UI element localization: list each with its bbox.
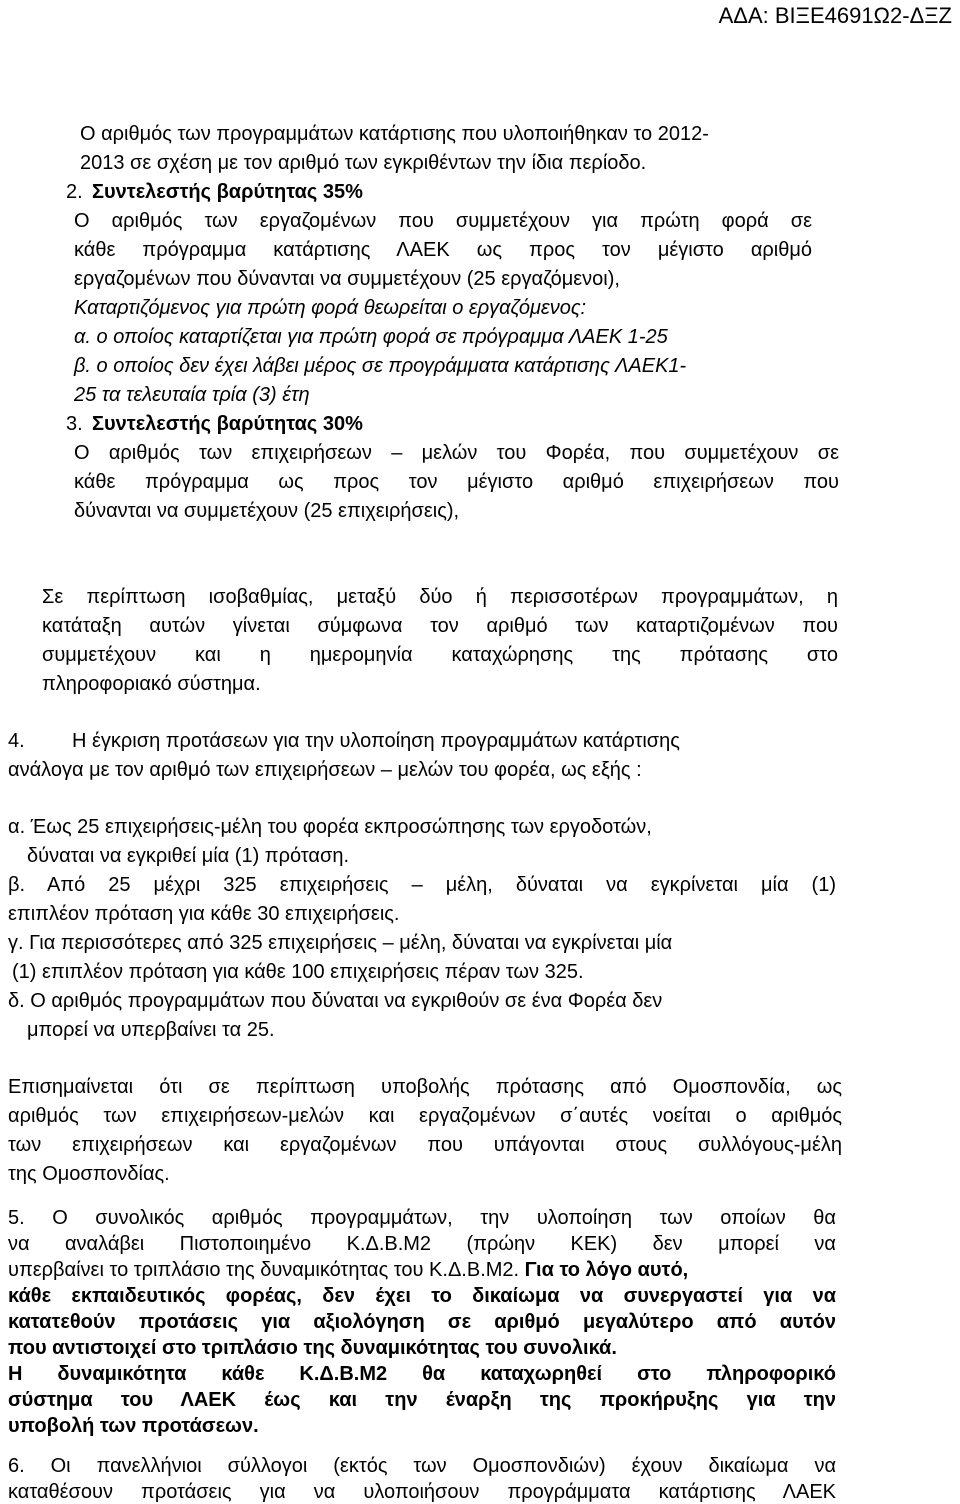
point5-bold-line: Η δυναμικότητα κάθε Κ.Δ.Β.Μ2 θα καταχωρηθεί στο πληροφορικό [8,1363,836,1385]
section2-line: Ο αριθμός των εργαζομένων που συμμετέχουν για πρώτη φορά σε [74,210,812,232]
section1-line: 2013 σε σχέση με τον αριθμό των εγκριθέντων την ίδια περίοδο. [80,152,647,174]
section2-heading: Συντελεστής βαρύτητας 35% [92,181,363,203]
tie-line: Σε περίπτωση ισοβαθμίας, μεταξύ δύο ή περισσοτέρων προγραμμάτων, η [42,586,838,608]
section2-italic-line: Καταρτιζόμενος για πρώτη φορά θεωρείται ο εργαζόμενος: [74,297,587,319]
point4-item: επιπλέον πρόταση για κάθε 30 επιχειρήσεις. [8,903,400,925]
point5-line: 5. Ο συνολικός αριθμός προγραμμάτων, την υλοποίηση των οποίων θα [8,1207,836,1229]
point5-bold-line: σύστημα του ΛΑΕΚ έως και την έναρξη της προκήρυξης για την [8,1389,836,1411]
note-line: αριθμός των επιχειρήσεων-μελών και εργαζομένων σ΄αυτές νοείται ο αριθμός [8,1105,842,1127]
ada-code: ΑΔΑ: ΒΙΞΕ4691Ω2-ΔΞΖ [718,3,952,28]
point5-bold-line: κάθε εκπαιδευτικός φορέας, δεν έχει το δικαίωμα να συνεργαστεί για να [8,1285,836,1307]
point6-line-2: καταθέσουν προτάσεις για να υλοποιήσουν προγράμματα κατάρτισης ΛΑΕΚ [8,1481,836,1503]
section3-line: κάθε πρόγραμμα ως προς τον μέγιστο αριθμό επιχειρήσεων που [74,471,839,493]
section2-italic-line: α. ο οποίος καταρτίζεται για πρώτη φορά σε πρόγραμμα ΛΑΕΚ 1-25 [74,326,668,348]
note-line: Επισημαίνεται ότι σε περίπτωση υποβολής πρότασης από Ομοσπονδία, ως [8,1076,842,1098]
point4-item: δύναται να εγκριθεί μία (1) πρόταση. [27,845,350,867]
point4-line: Η έγκριση προτάσεων για την υλοποίηση προγραμμάτων κατάρτισης [72,730,680,752]
point4-line: ανάλογα με τον αριθμό των επιχειρήσεων – μελών του φορέα, ως εξής : [8,759,642,781]
point5-bold-line: κατατεθούν προτάσεις για αξιολόγηση σε αριθμό μεγαλύτερο από αυτόν [8,1311,836,1333]
point4-item: (1) επιπλέον πρόταση για κάθε 100 επιχειρήσεις πέραν των 325. [12,961,584,983]
section2-number: 2. [66,181,83,203]
point4-number: 4. [8,730,25,752]
tie-line: πληροφοριακό σύστημα. [42,673,261,695]
point5-line3-bold: Για το λόγο αυτό, [524,1259,689,1281]
point5-line: να αναλάβει Πιστοποιημένο Κ.Δ.Β.Μ2 (πρώην ΚΕΚ) δεν μπορεί να [8,1233,836,1255]
section3-number: 3. [66,413,83,435]
section2-italic-line: β. ο οποίος δεν έχει λάβει μέρος σε προγράμματα κατάρτισης ΛΑΕΚ1- [74,355,687,377]
tie-line: συμμετέχουν και η ημερομηνία καταχώρησης της πρότασης στο [42,644,838,666]
point4-item: μπορεί να υπερβαίνει τα 25. [27,1019,275,1041]
point6-line-1: 6. Οι πανελλήνιοι σύλλογοι (εκτός των Ομοσπονδιών) έχουν δικαίωμα να [8,1455,836,1477]
section2-line: κάθε πρόγραμμα κατάρτισης ΛΑΕΚ ως προς τον μέγιστο αριθμό [74,239,812,261]
note-line: των επιχειρήσεων και εργαζομένων που υπάγονται στους συλλόγους-μέλη [8,1134,842,1156]
section3-heading: Συντελεστής βαρύτητας 30% [92,413,363,435]
point4-item: δ. Ο αριθμός προγραμμάτων που δύναται να εγκριθούν σε ένα Φορέα δεν [8,990,663,1012]
point4-item: β. Από 25 μέχρι 325 επιχειρήσεις – μέλη, δύναται να εγκρίνεται μία (1) [8,874,836,896]
point5-bold-line: που αντιστοιχεί στο τριπλάσιο της δυναμικότητας του συνολικά. [8,1337,617,1359]
section2-italic-line: 25 τα τελευταία τρία (3) έτη [74,384,310,406]
point4-item: α. Έως 25 επιχειρήσεις-μέλη του φορέα εκπροσώπησης των εργοδοτών, [8,816,652,838]
tie-line: κατάταξη αυτών γίνεται σύμφωνα τον αριθμό των καταρτιζομένων που [42,615,838,637]
note-line: της Ομοσπονδίας. [8,1163,170,1185]
point4-item: γ. Για περισσότερες από 325 επιχειρήσεις – μέλη, δύναται να εγκρίνεται μία [8,932,673,954]
point5-bold-line: υποβολή των προτάσεων. [8,1415,259,1437]
point5-line3-normal: υπερβαίνει το τριπλάσιο της δυναμικότητας του Κ.Δ.Β.Μ2. [8,1259,520,1281]
section2-line: εργαζομένων που δύνανται να συμμετέχουν (25 εργαζόμενοι), [74,268,620,290]
section3-line: Ο αριθμός των επιχειρήσεων – μελών του Φορέα, που συμμετέχουν σε [74,442,839,464]
section1-line: Ο αριθμός των προγραμμάτων κατάρτισης που υλοποιήθηκαν το 2012- [80,123,709,145]
section3-line: δύνανται να συμμετέχουν (25 επιχειρήσεις), [74,500,460,522]
point5-line [8,1258,688,1282]
